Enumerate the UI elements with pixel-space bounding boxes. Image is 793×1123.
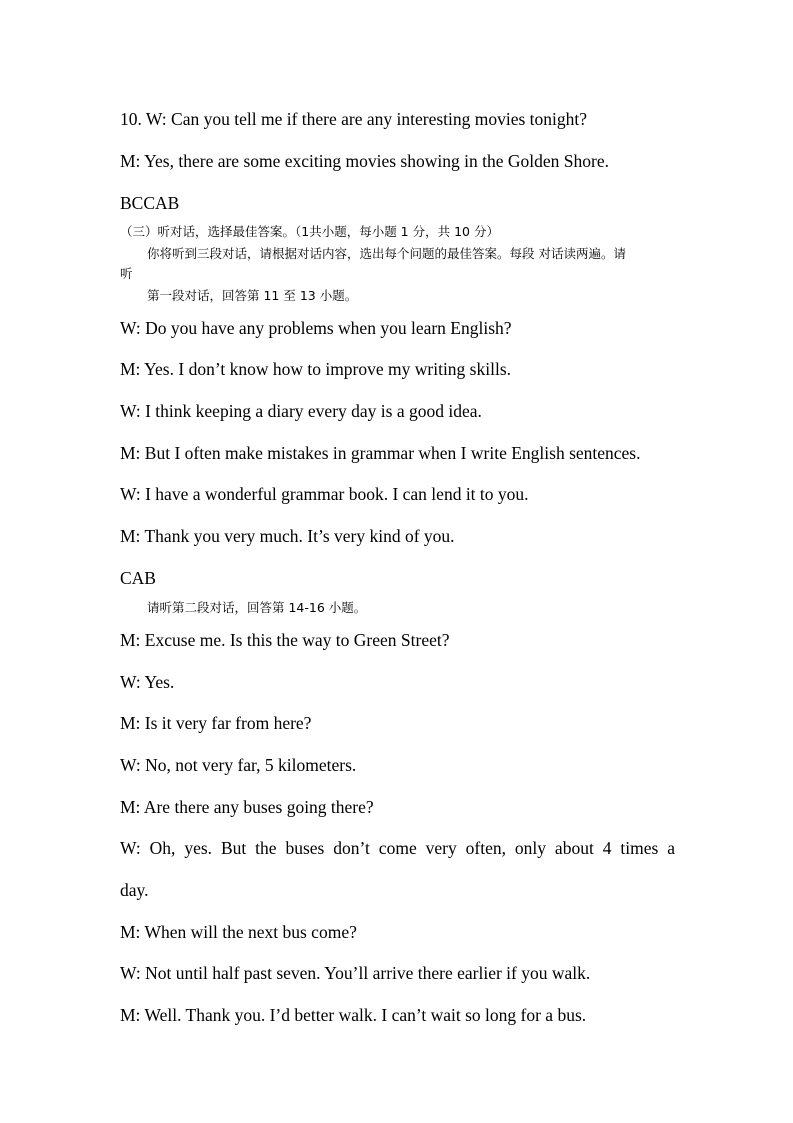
- dialogue-line: W: Not until half past seven. You’ll arrive there earlier if you walk.: [120, 963, 591, 983]
- answer-key-11-13: CAB: [120, 568, 156, 588]
- dialogue-line: M: When will the next bus come?: [120, 922, 357, 942]
- dialogue-line: W: Oh, yes. But the buses don’t come very often, only about 4 times a: [120, 838, 675, 858]
- dialogue-line: W: Do you have any problems when you learn English?: [120, 318, 512, 338]
- dialogue-line-continuation: day.: [120, 880, 149, 900]
- section-instruction: 你将听到三段对话，请根据对话内容，选出每个问题的最佳答案。每段 对话读两遍。请: [147, 246, 626, 261]
- dialogue-line: M: Well. Thank you. I’d better walk. I can’t wait so long for a bus.: [120, 1005, 587, 1025]
- section-instruction-wrap: 听: [120, 266, 133, 281]
- dialogue-line: M: Yes. I don’t know how to improve my writing skills.: [120, 359, 512, 379]
- dialogue-line: M: Excuse me. Is this the way to Green Street?: [120, 630, 450, 650]
- answer-key-1-10: BCCAB: [120, 193, 180, 213]
- q10-man-line: M: Yes, there are some exciting movies showing in the Golden Shore.: [120, 151, 609, 171]
- dialogue-line: W: I think keeping a diary every day is a good idea.: [120, 401, 482, 421]
- section-heading: （三）听对话，选择最佳答案。（1共小题，每小题 1 分，共 10 分）: [120, 224, 499, 239]
- dialogue-1-instruction: 第一段对话，回答第 11 至 13 小题。: [147, 288, 358, 303]
- dialogue-line: W: I have a wonderful grammar book. I can lend it to you.: [120, 484, 529, 504]
- dialogue-line: M: Is it very far from here?: [120, 713, 312, 733]
- dialogue-line: W: Yes.: [120, 672, 175, 692]
- dialogue-line: M: Thank you very much. It’s very kind of you.: [120, 526, 455, 546]
- q10-woman-line: 10. W: Can you tell me if there are any interesting movies tonight?: [120, 109, 588, 129]
- dialogue-2-instruction: 请听第二段对话，回答第 14-16 小题。: [147, 600, 367, 615]
- dialogue-line: M: Are there any buses going there?: [120, 797, 374, 817]
- dialogue-line: M: But I often make mistakes in grammar when I write English sentences.: [120, 443, 641, 463]
- dialogue-line: W: No, not very far, 5 kilometers.: [120, 755, 357, 775]
